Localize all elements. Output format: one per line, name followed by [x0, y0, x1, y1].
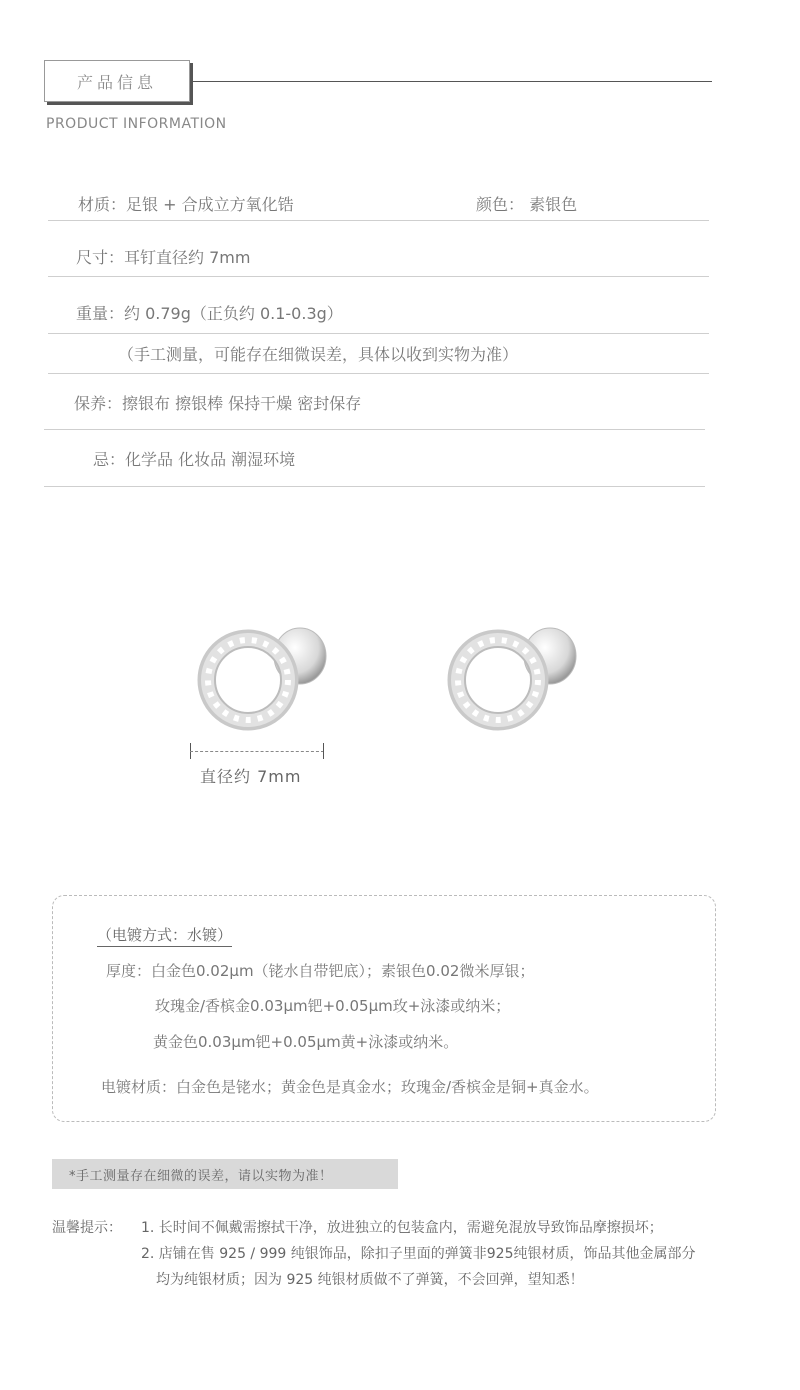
- dimension-tick-right: [323, 743, 324, 759]
- spec-weight-note: （手工测量，可能存在细微误差，具体以收到实物为准）: [118, 345, 519, 364]
- spec-avoid: 忌：化学品 化妆品 潮湿环境: [93, 450, 296, 469]
- spec-weight: 重量：约 0.79g（正负约 0.1-0.3g）: [76, 304, 343, 323]
- tip-item-2-continued: 均为纯银材质；因为 925 纯银材质做不了弹簧，不会回弹，望知悉！: [156, 1272, 584, 1288]
- spec-color: 颜色： 素银色: [476, 195, 578, 214]
- plating-rose-gold: 玫瑰金/香槟金0.03μm钯+0.05μm玫+泳漆或纳米；: [155, 997, 511, 1015]
- plating-thickness: 厚度：白金色0.02μm（铑水自带钯底）；素银色0.02微米厚银；: [106, 962, 535, 980]
- plating-material: 电镀材质：白金色是铑水；黄金色是真金水；玫瑰金/香槟金是铜+真金水。: [101, 1078, 599, 1096]
- spec-size: 尺寸：耳钉直径约 7mm: [76, 248, 251, 267]
- tips-label: 温馨提示：: [52, 1220, 122, 1236]
- spec-care: 保养：擦银布 擦银棒 保持干燥 密封保存: [74, 394, 362, 413]
- plating-gold: 黄金色0.03μm钯+0.05μm黄+泳漆或纳米。: [153, 1033, 459, 1051]
- dimension-line: [190, 751, 324, 752]
- tip-item-1: 1. 长时间不佩戴需擦拭干净，放进独立的包装盒内，需避免混放导致饰品摩擦损坏；: [141, 1220, 663, 1236]
- tip-item-2: 2. 店铺在售 925 / 999 纯银饰品，除扣子里面的弹簧非925纯银材质，饰品其他金属部分: [141, 1246, 696, 1262]
- earring-right-image: [434, 608, 584, 748]
- section-subtitle: PRODUCT INFORMATION: [46, 116, 227, 132]
- dimension-label: 直径约 7mm: [200, 767, 302, 786]
- divider: [48, 373, 709, 374]
- plating-title: （电镀方式：水镀）: [97, 924, 232, 947]
- divider: [44, 429, 705, 430]
- divider: [44, 486, 705, 487]
- spec-material: 材质：足银 + 合成立方氧化锆: [78, 195, 294, 214]
- measurement-note-text: *手工测量存在细微的误差，请以实物为准！: [69, 1168, 333, 1184]
- measurement-note: [52, 1159, 398, 1189]
- divider: [48, 220, 709, 221]
- section-title: 产品信息: [76, 72, 157, 92]
- divider: [48, 333, 709, 334]
- section-title-box: [44, 60, 190, 102]
- earring-left-image: [184, 608, 334, 748]
- divider: [48, 276, 709, 277]
- title-divider: [192, 81, 712, 82]
